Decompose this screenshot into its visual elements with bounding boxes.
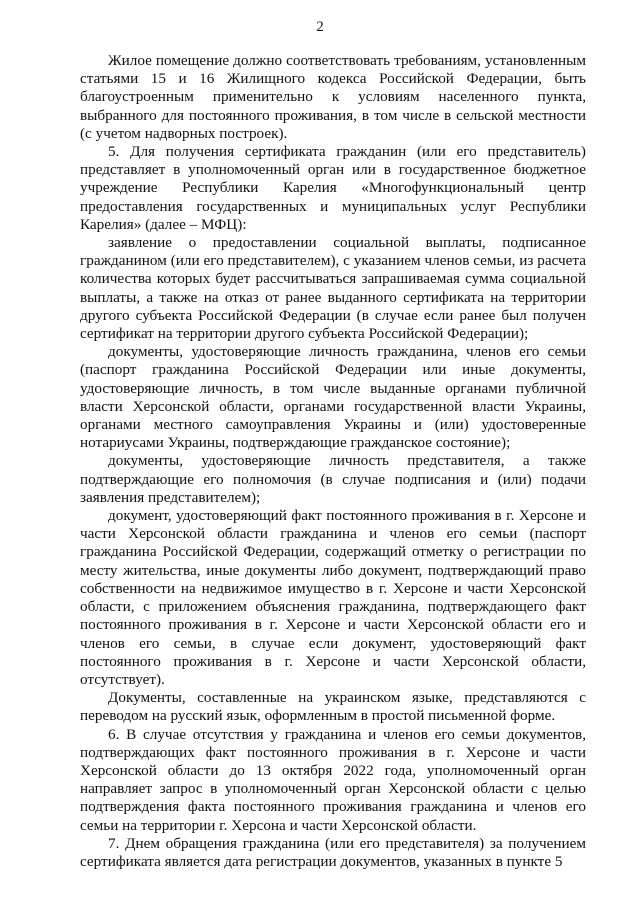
paragraph-residence-document: документ, удостоверяющий факт постоянного проживания в г. Херсоне и части Херсонской области гражданина и членов его семьи (паспорт гражданина Российской Федерации, содержащий отметку о регистрации по месту жительства, иные документы либо документ, подтверждающий право собственности на недвижимое имущество в г. Херсоне и части Херсонской области, с приложением объяснения гражданина, подтверждающего факт постоянного проживания в г. Херсоне и части Херсонской области его и членов его семьи, в случае если документ, удостоверяющий факт постоянного проживания в г. Херсоне и части Херсонской области, отсутствует).: [80, 507, 586, 688]
page-number: 2: [316, 19, 324, 35]
paragraph-item-7: 7. Днем обращения гражданина (или его представителя) за получением сертификата является дата регистрации документов, указанных в пункте 5: [80, 834, 586, 870]
paragraph-item-5: 5. Для получения сертификата гражданин (или его представитель) представляет в уполномоченный орган или в государственное бюджетное учреждение Республики Карелия «Многофункциональный центр предоставления государственных и муниципальных услуг Республики Карелия» (далее – МФЦ):: [80, 143, 586, 233]
paragraph-representative-documents: документы, удостоверяющие личность представителя, а также подтверждающие его полномочия (в случае подписания и (или) подачи заявления представителем);: [80, 452, 586, 506]
paragraph-identity-documents: документы, удостоверяющие личность гражданина, членов его семьи (паспорт гражданина Российской Федерации или иные документы, удостоверяющие личность, в том числе выданные органами публичной власти Херсонской области, органами государственной власти Украины, органами местного самоуправления Украины и (или) удостоверенные нотариусами Украины, подтверждающие гражданское состояние);: [80, 343, 586, 452]
paragraph-housing-requirements: Жилое помещение должно соответствовать требованиям, установленным статьями 15 и 16 Жилищного кодекса Российской Федерации, быть благоустроенным применительно к условиям населенного пункта, выбранного для постоянного проживания, в том числе в сельской местности (с учетом надворных построек).: [80, 52, 586, 142]
paragraph-translation: Документы, составленные на украинском языке, представляются с переводом на русский язык, оформленным в простой письменной форме.: [80, 689, 586, 725]
document-body: [80, 52, 586, 871]
paragraph-application: заявление о предоставлении социальной выплаты, подписанное гражданином (или его представителем), с указанием членов семьи, из расчета количества которых будет рассчитываться запрашиваемая сумма социальной выплаты, а также на отказ от ранее выданного сертификата на территории другого субъекта Российской Федерации (в случае если ранее был получен сертификат на территории другого субъекта Российской Федерации);: [80, 234, 586, 343]
paragraph-item-6: 6. В случае отсутствия у гражданина и членов его семьи документов, подтверждающих факт постоянного проживания в г. Херсоне и части Херсонской области до 13 октября 2022 года, уполномоченный орган направляет запрос в уполномоченный орган Херсонской области с целью подтверждения факта постоянного проживания гражданина и членов его семьи на территории г. Херсона и части Херсонской области.: [80, 725, 586, 834]
